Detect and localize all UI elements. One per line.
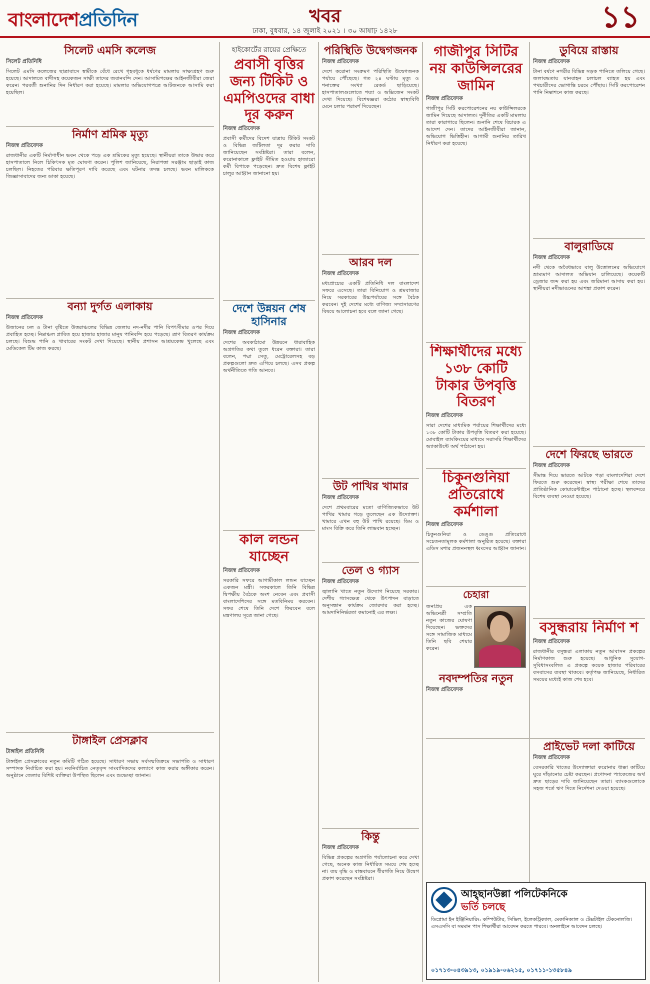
article-flood-area [6, 300, 214, 650]
byline: নিজস্ব প্রতিবেদক [426, 522, 463, 529]
section-divider [322, 828, 419, 829]
institute-logo-icon [431, 887, 457, 913]
photo-section-label: চেহারা [462, 590, 489, 601]
section-divider [6, 732, 214, 733]
ad-phone[interactable]: ০১৭১৩-০৪৩৯১৩, ০১৯১৯-০৬২১৫, ০১৭১১-১৩৫৮৪৯ [431, 967, 572, 974]
article-body: চিকুনগুনিয়া ও ডেঙ্গু প্রতিরোধে সচেতনতামূলক কর্মশালা অনুষ্ঠিত হয়েছে। বক্তারা এডিস মশার প্রজননস্থল ধ্বংসের আহ্বান জানান। [426, 532, 526, 553]
article-photo-caption [426, 604, 472, 668]
article-arab-team [322, 256, 419, 476]
section-divider [533, 446, 645, 447]
polytechnic-advertisement[interactable] [426, 882, 646, 980]
byline: নিজস্ব প্রতিবেদক [533, 463, 570, 470]
column-rule [318, 42, 319, 982]
byline: নিজস্ব প্রতিবেদক [533, 755, 570, 762]
section-divider [533, 238, 645, 239]
headline: দেশে উন্নয়ন শেষ হাসিনার [232, 302, 306, 329]
article-body: রাজধানীর একটি নির্মাণাধীন ভবন থেকে পড়ে এক শ্রমিকের মৃত্যু হয়েছে। স্থানীয়রা তাকে উদ্ধার করে হাসপাতালে নিলে চিকিৎসক মৃত ঘোষণা করেন। পুলিশ জানিয়েছে, নিরাপত্তা সরঞ্জাম ছাড়াই কাজ চলছিল। নিহতের পরিবার ক্ষতিপূরণ দাবি করেছে এবং ঘটনার তদন্ত চলছে। ভবন মালিককে জিজ্ঞাসাবাদের জন্য ডাকা হয়েছে। [6, 153, 214, 181]
section-divider [322, 478, 419, 479]
article-body: সারা দেশের মাধ্যমিক পর্যায়ের শিক্ষার্থীদের মধ্যে ১৩৮ কোটি টাকার উপবৃত্তি বিতরণ করা হয়েছে। মোবাইল ব্যাংকিংয়ের মাধ্যমে সরাসরি শিক্ষার্থীদের অ্যাকাউন্টে অর্থ পাঠানো হয়। [426, 423, 526, 451]
byline: সিলেট প্রতিনিধি [6, 59, 42, 66]
headline: বালুরাডিয়ে [564, 240, 614, 253]
article-body: নদী থেকে অবৈধভাবে বালু উত্তোলনের অভিযোগে ভ্রাম্যমাণ আদালত অভিযান চালিয়েছে। কয়েকটি ড্রেজার জব্দ করা হয় এবং জরিমানা আদায় করা হয়। স্থানীয়রা নদীভাঙনের আশঙ্কা প্রকাশ করেন। [533, 265, 645, 293]
article-body: সীমান্ত দিয়ে ভারতে আটকে পড়া বাংলাদেশিরা দেশে ফিরতে শুরু করেছেন। স্বাস্থ্য পরীক্ষা শেষে তাদের প্রাতিষ্ঠানিক কোয়ারেন্টাইনে পাঠানো হচ্ছে। স্থলবন্দরে বিশেষ ব্যবস্থা নেওয়া হয়েছে। [533, 473, 645, 501]
article-stipend [426, 344, 526, 466]
section-divider [6, 126, 214, 127]
dateline: ঢাকা, বুধবার, ১৪ জুলাই ২০২১ । ৩০ আষাঢ় ১৪২৮ [252, 27, 398, 35]
column-rule [219, 42, 220, 982]
ad-subtitle: ভর্তি চলছে [461, 902, 506, 913]
column-rule [422, 42, 423, 982]
photo-shoulders [479, 645, 521, 667]
article-bashundhara [533, 620, 645, 696]
byline: নিজস্ব প্রতিবেদক [322, 579, 359, 586]
byline: নিজস্ব প্রতিবেদক [223, 567, 260, 574]
headline: চিকুনগুনিয়া প্রতিরোধে কর্মশালা [442, 470, 510, 520]
article-body: দেশের অবকাঠামো উন্নয়নে ধারাবাহিক অগ্রগতির কথা তুলে ধরেন বক্তারা। তারা বলেন, পদ্মা সেতু, মেট্রোরেলসহ বড় প্রকল্পগুলো দ্রুত এগিয়ে চলছে। এসব প্রকল্প অর্থনীতিতে গতি আনবে। [223, 340, 315, 375]
article-ostrich-farm [322, 480, 419, 560]
section-divider [322, 562, 419, 563]
headline: কাল লন্ডন যাচ্ছেন [239, 532, 299, 565]
headline: কিন্তু [361, 830, 380, 843]
article-development [223, 302, 315, 432]
byline: নিজস্ব প্রতিবেদক [426, 96, 463, 103]
article-london-trip [223, 532, 315, 980]
actress-photo [474, 606, 526, 668]
byline: নিজস্ব প্রতিবেদক [223, 330, 260, 337]
section-divider [426, 468, 526, 469]
article-body: বিভিন্ন প্রকল্পের অগ্রগতি পর্যালোচনা করে দেখা গেছে, অনেক কাজ নির্ধারিত সময়ে শেষ হচ্ছে না। ব্যয় বৃদ্ধি ও বাস্তবায়নে ধীরগতি নিয়ে উদ্বেগ প্রকাশ করেছেন সংশ্লিষ্টরা। [322, 855, 419, 883]
byline: টাঙ্গাইল প্রতিনিধি [6, 749, 45, 756]
article-tangail-pressclub [6, 734, 214, 980]
section-title: খবর [309, 6, 341, 27]
headline: তেল ও গ্যাস [341, 564, 400, 577]
headline: আরব দল [349, 256, 392, 269]
article-expat-ticket [223, 44, 315, 252]
headline: বসুন্ধরায় নির্মাণ শ [539, 620, 639, 636]
article-sand-extraction [533, 240, 645, 448]
article-new-couple [426, 672, 526, 878]
article-body: উজানের ঢল ও টানা বৃষ্টিতে উত্তরাঞ্চলের বিভিন্ন জেলায় নদ-নদীর পানি বিপৎসীমার ওপর দিয়ে প্রবাহিত হচ্ছে। নিম্নাঞ্চল প্লাবিত হয়ে হাজার হাজার মানুষ পানিবন্দি হয়ে পড়েছে। ত্রাণ বিতরণ কার্যক্রম চলছে। বিশুদ্ধ পানি ও খাবারের সংকট দেখা দিয়েছে। স্থানীয় প্রশাসন আশ্রয়কেন্দ্র খুলেছে এবং মেডিকেল টিম কাজ করছে। [6, 325, 214, 353]
article-body: জনপ্রিয় এক অভিনেত্রী সম্প্রতি নতুন কাজের ঘোষণা দিয়েছেন। ভক্তদের সঙ্গে সামাজিক মাধ্যমে তিনি ছবি শেয়ার করেন। [426, 604, 472, 652]
section-divider [426, 738, 645, 739]
article-body: গাজীপুর সিটি করপোরেশনের নয় কাউন্সিলরকে জামিন দিয়েছে আদালত। দুর্নীতির একটি মামলায় তারা কারাগারে ছিলেন। শুনানি শেষে বিচারক এ আদেশ দেন। তাদের আইনজীবীরা জানান, অভিযোগ ভিত্তিহীন। আগামী শুনানির তারিখ নির্ধারণ করা হয়েছে। [426, 106, 526, 148]
article-body: বেসরকারি খাতের উদ্যোক্তারা করোনার ধাক্কা কাটিয়ে ঘুরে দাঁড়ানোর চেষ্টা করছেন। প্রণোদনা প্যাকেজের অর্থ দ্রুত ছাড়ের দাবি জানিয়েছেন তারা। ব্যাংকগুলোকে সহজ শর্তে ঋণ দিতে নির্দেশনা দেওয়া হয়েছে। [533, 765, 645, 793]
article-worker-death [6, 128, 214, 296]
article-gazipur-councillors [426, 44, 526, 340]
headline: প্রবাসী বৃত্তির জন্য টিকিট ও এমপিওদের বাধা দূর করুন [223, 57, 315, 124]
article-drowned-road [533, 44, 645, 136]
headline: দেশে ফিরছে ভারতে [545, 448, 633, 461]
section-divider [426, 342, 526, 343]
headline: গাজীপুর সিটির নয় কাউন্সিলরের জামিন [429, 44, 523, 94]
section-divider [6, 298, 214, 299]
byline: নিজস্ব প্রতিবেদক [322, 495, 359, 502]
headline: শিক্ষার্থীদের মধ্যে ১৩৮ কোটি টাকার উপবৃত্তি বিতরণ [430, 344, 522, 411]
byline: নিজস্ব প্রতিবেদক [426, 687, 463, 694]
section-divider [223, 530, 315, 531]
headline: ডুবিয়ে রাস্তায় [559, 44, 619, 57]
ad-body: ডিপ্লোমা ইন ইঞ্জিনিয়ারিং: কম্পিউটার, সিভিল, ইলেকট্রিক্যাল, মেকানিক্যাল ও টেক্সটাইল টেকনোলজি। এসএসসি বা সমমান পাস শিক্ষার্থীরা আবেদন করতে পারবে। অনলাইনে আবেদন চলছে। [431, 917, 633, 930]
article-body: জ্বালানি খাতে নতুন উদ্যোগ নিয়েছে সরকার। দেশীয় গ্যাসক্ষেত্র থেকে উৎপাদন বাড়াতে অনুসন্ধান কার্যক্রম জোরদার করা হচ্ছে। আমদানিনির্ভরতা কমানোই এর লক্ষ্য। [322, 589, 419, 617]
article-body: সিলেট এমসি কলেজের ছাত্রাবাসে স্বামীকে বেঁধে রেখে গৃহবধূকে ধর্ষণের মামলায় সাক্ষ্যগ্রহণ শুরু হয়েছে। আদালতে বাদীসহ কয়েকজন সাক্ষী তাদের জবানবন্দি দেন। আসামিপক্ষের আইনজীবীরা জেরা করেন। পরবর্তী শুনানির দিন নির্ধারণ করা হয়েছে। মামলার অভিযোগপত্রে আটজনকে আসামি করা হয়েছিল। [6, 69, 214, 97]
byline: নিজস্ব প্রতিবেদক [6, 315, 43, 322]
article-chikungunya [426, 470, 526, 584]
byline: নিজস্ব প্রতিবেদক [533, 255, 570, 262]
headline: পরিস্থিতি উদ্বেগজনক [323, 44, 418, 57]
headline: সিলেট এমসি কলেজ [64, 44, 156, 57]
headline: টাঙ্গাইল প্রেসক্লাব [72, 734, 148, 747]
headline: উট পাখির খামার [332, 480, 409, 493]
article-kintu [322, 830, 419, 980]
logo-diamond [436, 892, 453, 909]
article-private-sector [533, 740, 645, 878]
kicker: হাইকোর্টের রায়ের প্রেক্ষিতে [231, 46, 307, 54]
byline: নিজস্ব প্রতিবেদক [322, 59, 359, 66]
headline: নির্মাণ শ্রমিক মৃত্যু [72, 128, 148, 141]
section-divider [223, 300, 315, 301]
masthead [0, 0, 650, 38]
article-body: রাজধানীর বসুন্ধরা এলাকায় নতুন আবাসন প্রকল্পের নির্মাণকাজ শুরু হয়েছে। আধুনিক সুযোগ-সুবিধাসংবলিত এ প্রকল্পে কয়েক হাজার পরিবারের বসবাসের ব্যবস্থা থাকবে। কর্তৃপক্ষ জানিয়েছে, নির্ধারিত সময়ের মধ্যেই কাজ শেষ হবে। [533, 648, 645, 683]
logo-part-a: বাংলাদেশ [8, 9, 79, 31]
article-body: মধ্যপ্রাচ্যের একটি প্রতিনিধি দল বাংলাদেশ সফরে এসেছে। তারা বিনিয়োগ ও শ্রমবাজার নিয়ে সরকারের উচ্চপর্যায়ের সঙ্গে বৈঠক করবেন। দুই দেশের মধ্যে বাণিজ্য সম্প্রসারণের বিষয়ে আলোচনা হবে বলে জানা গেছে। [322, 281, 419, 316]
byline: নিজস্ব প্রতিবেদক [533, 638, 570, 645]
article-body: প্রবাসী কর্মীদের বিদেশ যাত্রায় টিকিট সংকট ও বিভিন্ন জটিলতা দূর করার দাবি জানিয়েছেন সংশ্লিষ্টরা। তারা বলেন, করোনাকালে ফ্লাইট সীমিত হওয়ায় হাজারো কর্মী বিপাকে পড়েছেন। দ্রুত বিশেষ ফ্লাইট চালুর আহ্বান জানানো হয়। [223, 136, 315, 178]
article-body: সরকারি সফরে আগামীকাল লন্ডন যাচ্ছেন একজন মন্ত্রী। সফরকালে তিনি বিভিন্ন দ্বিপক্ষীয় বৈঠকে অংশ নেবেন এবং প্রবাসী বাংলাদেশিদের সঙ্গে মতবিনিময় করবেন। সফর শেষে তিনি দেশে ফিরবেন বলে মন্ত্রণালয় সূত্রে জানা গেছে। [223, 577, 315, 619]
section-divider [426, 586, 526, 587]
headline: নবদম্পতির নতুন [439, 672, 513, 685]
column-rule [529, 42, 530, 882]
article-situation-concern [322, 44, 419, 254]
byline: নিজস্ব প্রতিবেদক [322, 271, 359, 278]
byline: নিজস্ব প্রতিবেদক [6, 143, 43, 150]
article-body: দেশে করোনা সংক্রমণ পরিস্থিতি উদ্বেগজনক পর্যায়ে পৌঁছেছে। গত ২৪ ঘণ্টায় মৃত্যু ও শনাক্তের সংখ্যা রেকর্ড ছাড়িয়েছে। হাসপাতালগুলোতে শয্যা ও অক্সিজেন সংকট দেখা দিয়েছে। বিশেষজ্ঞরা কঠোর স্বাস্থ্যবিধি মেনে চলার পরামর্শ দিয়েছেন। [322, 69, 419, 111]
byline: নিজস্ব প্রতিবেদক [322, 845, 359, 852]
ad-title: আহ্ছানউল্লা পলিটেকনিকে [461, 889, 568, 900]
article-body: দেশে প্রথমবারের মতো বাণিজ্যিকভাবে উট পাখির খামার গড়ে তুলেছেন এক উদ্যোক্তা। খামারে এখন বহু উট পাখি রয়েছে। ডিম ও মাংস বিক্রি করে তিনি লাভবান হচ্ছেন। [322, 505, 419, 533]
article-body: টানা বর্ষণে নগরীর বিভিন্ন সড়ক পানিতে তলিয়ে গেছে। জলাবদ্ধতায় যানবাহন চলাচল ব্যাহত হয় এবং পথচারীদের ভোগান্তি চরমে পৌঁছায়। সিটি করপোরেশন পানি নিষ্কাশনে কাজ করছে। [533, 69, 645, 97]
section-divider [533, 618, 645, 619]
headline: প্রাইভেট দলা কাটিয়ে [543, 740, 635, 753]
byline: নিজস্ব প্রতিবেদক [223, 126, 260, 133]
article-oil-gas [322, 564, 419, 826]
headline: বন্যা দুর্গত এলাকায় [67, 300, 153, 313]
article-sylhet-mc-college [6, 44, 214, 124]
byline: নিজস্ব প্রতিবেদক [426, 413, 463, 420]
article-body: টাঙ্গাইল প্রেসক্লাবের নতুন কমিটি গঠিত হয়েছে। সাধারণ সভায় সর্বসম্মতিক্রমে সভাপতি ও সাধারণ সম্পাদক নির্বাচিত করা হয়। নবনির্বাচিত নেতৃবৃন্দ সাংবাদিকদের কল্যাণে কাজ করার অঙ্গীকার করেন। অনুষ্ঠানে জেলার বিশিষ্ট ব্যক্তিরা উপস্থিত ছিলেন এবং শুভেচ্ছা জানান। [6, 759, 214, 780]
logo-part-b: প্রতিদিন [78, 9, 138, 31]
article-return-india [533, 448, 645, 628]
photo-face [490, 615, 510, 641]
page-number: ১১ [601, 0, 640, 35]
byline: নিজস্ব প্রতিবেদক [533, 59, 570, 66]
section-divider [322, 254, 419, 255]
